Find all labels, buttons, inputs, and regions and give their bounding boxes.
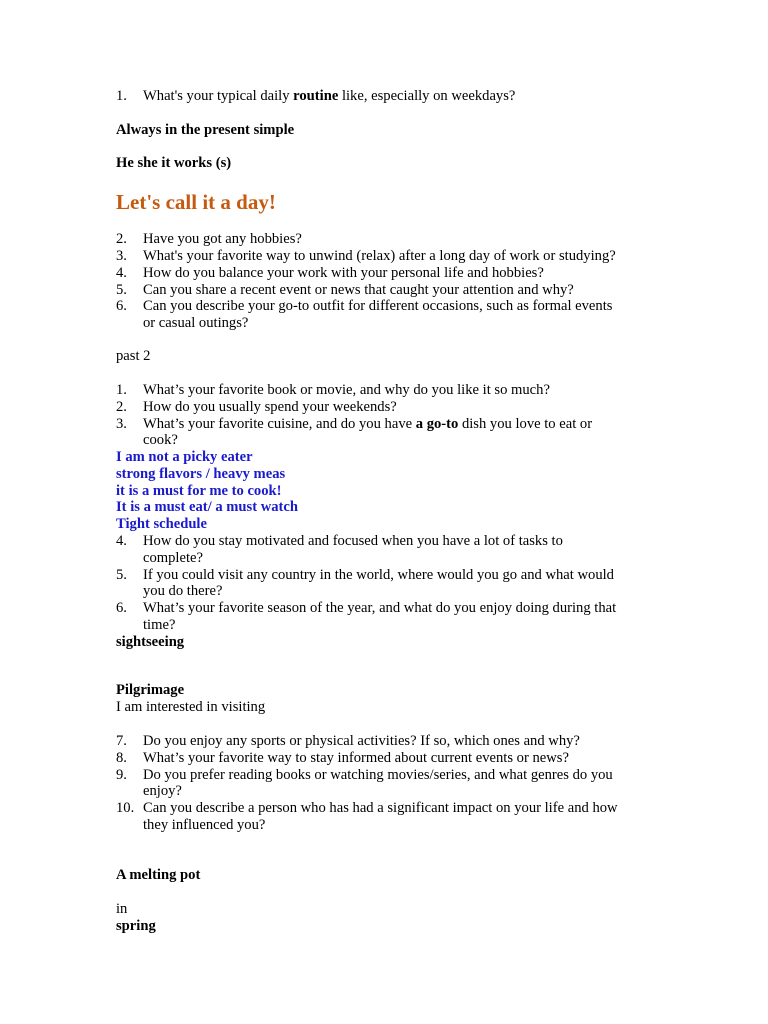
list-number: 9. [116, 767, 127, 783]
word-pilgrimage: Pilgrimage [116, 682, 185, 698]
question-item: How do you stay motivated and focused when you have a lot of tasks to [143, 533, 563, 549]
question-item: How do you usually spend your weekends? [143, 399, 397, 415]
past-label: past 2 [116, 348, 151, 364]
question-item: Can you describe your go-to outfit for different occasions, such as formal events [143, 298, 613, 314]
bold-keyword: a go-to [415, 416, 459, 432]
word-spring: spring [116, 918, 156, 934]
question-item-continued: complete? [143, 550, 203, 566]
list-number: 7. [116, 733, 127, 749]
vocab-note: I am not a picky eater [116, 449, 253, 465]
question-item-continued: cook? [143, 432, 178, 448]
section-heading: Let's call it a day! [116, 190, 276, 214]
vocab-note: strong flavors / heavy meas [116, 466, 286, 482]
question-item: What's your favorite way to unwind (relax) after a long day of work or studying? [143, 248, 616, 264]
list-number: 8. [116, 750, 127, 766]
question-item-continued: you do there? [143, 583, 223, 599]
question-item: What’s your favorite season of the year, and what do you enjoy doing during that [143, 600, 617, 616]
vocab-note: it is a must for me to cook! [116, 483, 282, 499]
question-item: What’s your favorite cuisine, and do you have a go-to dish you love to eat or [143, 416, 593, 432]
list-number: 5. [116, 567, 127, 583]
question-item: Can you describe a person who has had a significant impact on your life and how [143, 800, 618, 816]
vocab-note: Tight schedule [116, 516, 207, 532]
list-number: 1. [116, 382, 127, 398]
bold-keyword: routine [293, 88, 339, 104]
question-item: If you could visit any country in the world, where would you go and what would [143, 567, 614, 583]
question-item-continued: or casual outings? [143, 315, 249, 331]
list-number: 10. [116, 800, 135, 816]
list-number: 5. [116, 282, 127, 298]
note-present-simple: Always in the present simple [116, 122, 295, 138]
vocab-note: It is a must eat/ a must watch [116, 499, 299, 515]
question-item: Do you prefer reading books or watching movies/series, and what genres do you [143, 767, 613, 783]
question-item: What’s your favorite book or movie, and why do you like it so much? [143, 382, 550, 398]
list-number: 2. [116, 231, 127, 247]
word-in: in [116, 901, 128, 917]
list-number: 6. [116, 298, 127, 314]
question-item: What’s your favorite way to stay informed about current events or news? [143, 750, 569, 766]
question-item: Do you enjoy any sports or physical activities? If so, which ones and why? [143, 733, 580, 749]
note-third-person: He she it works (s) [116, 155, 232, 171]
list-number: 3. [116, 416, 127, 432]
list-number: 4. [116, 265, 127, 281]
question-item-continued: they influenced you? [143, 817, 266, 833]
phrase-melting-pot: A melting pot [116, 867, 201, 883]
question-item: Have you got any hobbies? [143, 231, 302, 247]
question-item: Can you share a recent event or news that caught your attention and why? [143, 282, 574, 298]
question-1: What's your typical daily routine like, especially on weekdays? [143, 88, 516, 104]
list-number: 3. [116, 248, 127, 264]
interested-phrase: I am interested in visiting [116, 699, 266, 715]
question-item: How do you balance your work with your personal life and hobbies? [143, 265, 544, 281]
word-sightseeing: sightseeing [116, 634, 185, 650]
question-item-continued: enjoy? [143, 783, 182, 799]
list-number: 6. [116, 600, 127, 616]
question-item-continued: time? [143, 617, 176, 633]
list-number: 4. [116, 533, 127, 549]
list-number: 1. [116, 88, 127, 104]
list-number: 2. [116, 399, 127, 415]
